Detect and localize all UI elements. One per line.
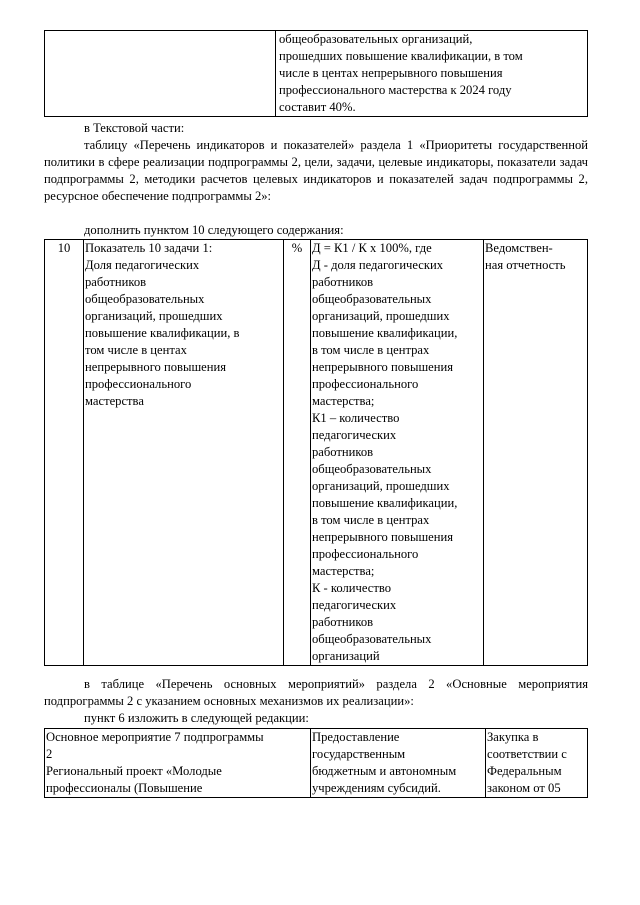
cell-line: работников <box>312 275 374 289</box>
cell-line: Показатель 10 задачи 1: <box>85 241 213 255</box>
cell-line: работников <box>312 615 374 629</box>
cell-line: Ведомствен- <box>485 241 553 255</box>
paragraph-point6: пункт 6 изложить в следующей редакции: <box>84 711 309 725</box>
measure-mechanism-cell <box>311 729 486 798</box>
cell-line: общеобразовательных <box>312 292 432 306</box>
cell-line: мастерства; <box>312 394 375 408</box>
cell-line: составит 40%. <box>279 100 356 114</box>
cell-line: Доля педагогических <box>85 258 200 272</box>
measure-procurement-cell <box>486 729 588 798</box>
cell-line: Закупка в <box>487 730 539 744</box>
cell-line: непрерывного повышения <box>312 530 453 544</box>
cell-line: повышение квалификации, в <box>85 326 240 340</box>
indicator-name-cell <box>84 240 284 666</box>
cell-line: Федеральным <box>487 764 562 778</box>
paragraph-table-intro: таблицу «Перечень индикаторов и показателей» раздела 1 «Приоритеты государственной политики в сфере реализации подпрограммы 2, цели, задачи, целевые индикаторы, показатели задач подпрограммы 2, методики расчетов целевых индикаторов и показателей задач подпрограммы 2, ресурсное обеспечение подпрограммы 2»: <box>44 138 588 203</box>
cell-line: профессионалы (Повышение <box>46 781 203 795</box>
cell-line: том числе в центах <box>85 343 187 357</box>
cell-line: в том числе в центрах <box>312 343 430 357</box>
cell-line: педагогических <box>312 428 397 442</box>
row-number-cell <box>45 240 84 666</box>
cell-line: работников <box>312 445 374 459</box>
cell-line: 2 <box>46 747 53 761</box>
source-cell <box>484 240 588 666</box>
unit-cell <box>284 240 311 666</box>
cell-line: профессионального <box>312 547 419 561</box>
cell-line: повышение квалификации, <box>312 496 458 510</box>
cell-line: мастерства <box>85 394 144 408</box>
cell-line: профессионального <box>85 377 192 391</box>
cell-line: государственным <box>312 747 406 761</box>
formula-cell <box>311 240 484 666</box>
cell-line: Д - доля педагогических <box>312 258 444 272</box>
cell-line: прошедших повышение квалификации, в том <box>279 49 523 63</box>
cell-line: профессионального <box>312 377 419 391</box>
measures-table <box>44 728 588 798</box>
cell-line: Основное мероприятие 7 подпрограммы <box>46 730 264 744</box>
cell-line: организаций, прошедших <box>312 479 450 493</box>
table-row <box>45 729 588 798</box>
cell-line: непрерывного повышения <box>312 360 453 374</box>
cell-line: Д = К1 / К х 100%, где <box>312 241 432 255</box>
top-table <box>44 30 588 117</box>
paragraph-text-part: в Текстовой части: <box>84 121 185 135</box>
cell-line: в том числе в центрах <box>312 513 430 527</box>
cell-line: организаций, прошедших <box>312 309 450 323</box>
cell-line: непрерывного повышения <box>85 360 226 374</box>
cell-line: повышение квалификации, <box>312 326 458 340</box>
cell-line: учреждениям субсидий. <box>312 781 441 795</box>
cell-line: числе в центах непрерывного повышения <box>279 66 503 80</box>
table-row <box>45 240 588 666</box>
cell-line: общеобразовательных <box>312 632 432 646</box>
cell-line: ная отчетность <box>485 258 566 272</box>
cell-line: организаций <box>312 649 380 663</box>
cell-line: Региональный проект «Молодые <box>46 764 222 778</box>
measure-name-cell <box>45 729 311 798</box>
cell-line: К - количество <box>312 581 392 595</box>
cell-line: К1 – количество <box>312 411 400 425</box>
cell-line: Предоставление <box>312 730 400 744</box>
top-table-right-cell <box>276 31 588 117</box>
cell-line: законом от 05 <box>487 781 561 795</box>
cell-line: работников <box>85 275 147 289</box>
indicator-table <box>44 239 588 666</box>
paragraph-add-point: дополнить пунктом 10 следующего содержания: <box>84 223 344 237</box>
top-table-left-cell <box>45 31 276 117</box>
paragraph-measures: в таблице «Перечень основных мероприятий» раздела 2 «Основные мероприятия подпрограммы 2 с указанием основных механизмов их реализации»: <box>44 677 588 708</box>
cell-line: общеобразовательных <box>312 462 432 476</box>
cell-line: соответствии с <box>487 747 567 761</box>
cell-line: мастерства; <box>312 564 375 578</box>
cell-line: бюджетным и автономным <box>312 764 457 778</box>
cell-line: профессионального мастерства к 2024 году <box>279 83 512 97</box>
unit: % <box>291 241 303 255</box>
cell-line: организаций, прошедших <box>85 309 223 323</box>
cell-line: общеобразовательных <box>85 292 205 306</box>
cell-line: общеобразовательных организаций, <box>279 32 473 46</box>
row-number: 10 <box>57 241 71 255</box>
cell-line: педагогических <box>312 598 397 612</box>
